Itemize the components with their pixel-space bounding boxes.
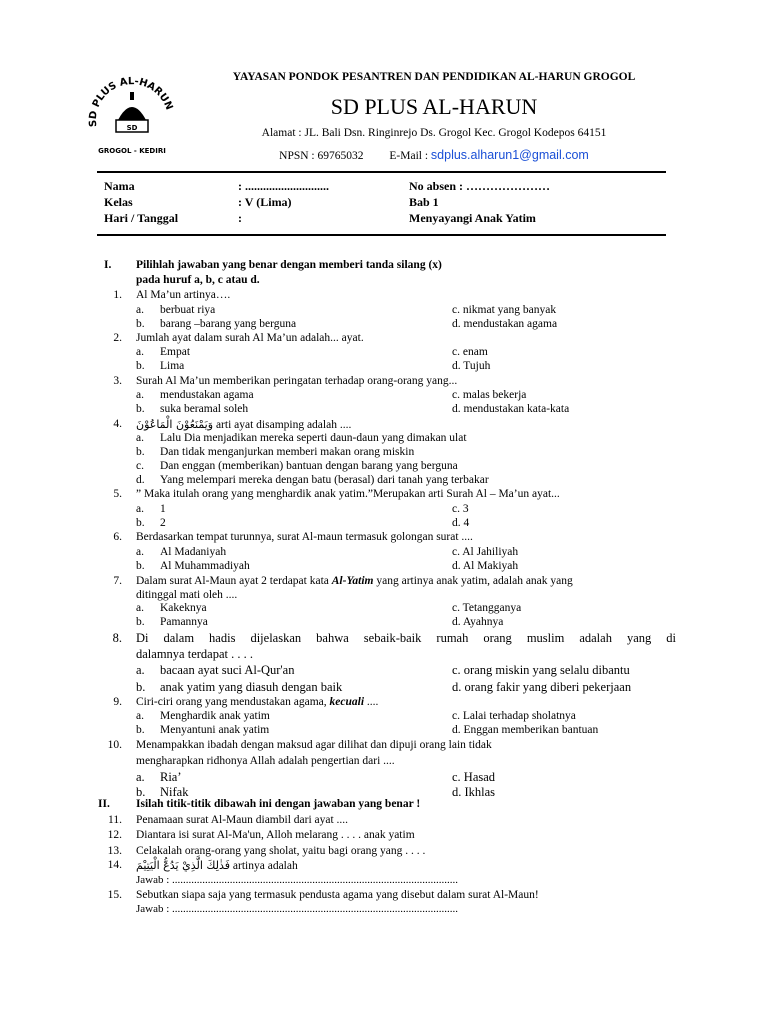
- option-c[interactable]: c. nikmat yang banyak: [452, 304, 557, 316]
- question-text-cont: mengharapkan ridhonya Allah adalah pengertian dari ....: [136, 755, 395, 767]
- section1-roman: I.: [104, 259, 112, 271]
- option-b[interactable]: suka beramal soleh: [160, 403, 249, 415]
- question-text-post: ....: [364, 696, 379, 708]
- option-b[interactable]: Menyantuni anak yatim: [160, 724, 270, 736]
- option-a[interactable]: Ria’: [160, 770, 182, 784]
- essay-number: 12.: [107, 829, 122, 841]
- essay-question: Diantara isi surat Al-Ma'un, Alloh melarang . . . . anak yatim: [136, 829, 415, 841]
- option-letter-b: b.: [136, 680, 146, 694]
- option-letter-a: a.: [136, 770, 145, 784]
- section1-instruction: Pilihlah jawaban yang benar dengan memberi tanda silang (x): [136, 259, 442, 271]
- option-d[interactable]: d. Ayahnya: [452, 616, 504, 628]
- option-d[interactable]: d. orang fakir yang diberi pekerjaan: [452, 680, 632, 694]
- section2-instruction: Isilah titik-titik dibawah ini dengan jawaban yang benar !: [136, 798, 421, 810]
- header-rule-bottom: [97, 234, 666, 236]
- option-b[interactable]: Pamannya: [160, 616, 208, 628]
- question-text-cont: ditinggal mati oleh ....: [136, 589, 238, 601]
- option-a[interactable]: Kakeknya: [160, 602, 207, 614]
- npsn: NPSN : 69765032: [279, 150, 364, 162]
- logo-inner-text: SD: [126, 124, 138, 132]
- question-number: 5.: [113, 488, 122, 500]
- option-letter-a: a.: [136, 546, 144, 558]
- option-letter-d: d.: [136, 474, 145, 486]
- school-name: SD PLUS AL-HARUN: [330, 94, 538, 119]
- option-letter-b: b.: [136, 446, 145, 458]
- option-a[interactable]: Al Madaniyah: [160, 546, 227, 558]
- institution-name: YAYASAN PONDOK PESANTREN DAN PENDIDIKAN AL-HARUN GROGOL: [232, 71, 636, 83]
- logo-bottom-text: GROGOL - KEDIRI: [98, 147, 166, 155]
- answer-line[interactable]: Jawab : ........................................................................................................: [136, 903, 459, 915]
- question-text: [136, 575, 573, 587]
- hari-label: Hari / Tanggal: [104, 211, 179, 225]
- option-letter-a: a.: [136, 432, 144, 444]
- nama-field[interactable]: : ............................: [238, 179, 329, 193]
- question-number: 9.: [113, 696, 122, 708]
- question-text: Al Ma’un artinya….: [136, 289, 231, 301]
- option-letter-b: b.: [136, 360, 145, 372]
- option-letter-b: b.: [136, 724, 145, 736]
- option-d[interactable]: d. Ikhlas: [452, 785, 496, 799]
- option-c[interactable]: Dan enggan (memberikan) bantuan dengan barang yang berguna: [160, 460, 458, 472]
- question-text: ” Maka itulah orang yang menghardik anak yatim.”Merupakan arti Surah Al – Ma’un ayat...: [136, 488, 560, 500]
- question-number: 10.: [107, 739, 122, 751]
- option-c[interactable]: c. Lalai terhadap sholatnya: [452, 710, 576, 722]
- essay-number: 15.: [107, 889, 122, 901]
- question-text-post: yang artinya anak yatim, adalah anak yang: [373, 575, 573, 587]
- question-text: Surah Al Ma’un memberikan peringatan terhadap orang-orang yang...: [136, 375, 458, 387]
- option-d[interactable]: d. Tujuh: [452, 360, 491, 372]
- option-b[interactable]: anak yatim yang diasuh dengan baik: [160, 680, 343, 694]
- nama-label: Nama: [104, 179, 135, 193]
- school-address: Alamat : JL. Bali Dsn. Ringinrejo Ds. Grogol Kec. Grogol Kodepos 64151: [261, 127, 607, 139]
- question-text: Jumlah ayat dalam surah Al Ma’un adalah... ayat.: [136, 332, 364, 344]
- question-text: Menampakkan ibadah dengan maksud agar dilihat dan dipuji orang lain tidak: [136, 739, 492, 751]
- option-a[interactable]: berbuat riya: [160, 304, 216, 316]
- option-letter-c: c.: [136, 460, 144, 472]
- question-number: 7.: [113, 575, 122, 587]
- option-a[interactable]: bacaan ayat suci Al-Qur'an: [160, 663, 295, 677]
- option-letter-b: b.: [136, 318, 145, 330]
- npsn-email-line: [50, 148, 768, 162]
- question-number: 1.: [113, 289, 122, 301]
- option-c[interactable]: c. 3: [452, 503, 469, 515]
- logo-ring-text: SD PLUS AL-HARUN: [87, 76, 175, 128]
- essay-question: Sebutkan siapa saja yang termasuk pendusta agama yang disebut dalam surat Al-Maun!: [136, 889, 539, 901]
- question-number: 3.: [113, 375, 122, 387]
- option-d[interactable]: d. mendustakan agama: [452, 318, 558, 330]
- question-text: Berdasarkan tempat turunnya, surat Al-maun termasuk golongan surat ....: [136, 531, 473, 543]
- option-letter-b: b.: [136, 403, 145, 415]
- option-letter-b: b.: [136, 560, 145, 572]
- answer-line[interactable]: Jawab : ........................................................................................................: [136, 874, 459, 886]
- essay-question: [136, 859, 298, 872]
- option-c[interactable]: c. Tetangganya: [452, 602, 522, 614]
- kelas-value: : V (Lima): [238, 195, 292, 209]
- essay-number: 13.: [107, 845, 122, 857]
- question-text-pre: Ciri-ciri orang yang mendustakan agama,: [136, 696, 330, 708]
- essay-number: 14.: [107, 859, 122, 871]
- essay-question-body: artinya adalah: [232, 860, 298, 872]
- option-letter-a: a.: [136, 304, 144, 316]
- question-text: Di dalam hadis dijelaskan bahwa sebaik-baik rumah orang muslim adalah yang di: [136, 631, 676, 645]
- option-b[interactable]: Nifak: [160, 785, 189, 799]
- question-text-pre: Dalam surat Al-Maun ayat 2 terdapat kata: [136, 575, 332, 587]
- option-b[interactable]: Al Muhammadiyah: [160, 560, 250, 572]
- option-d[interactable]: d. mendustakan kata-kata: [452, 403, 570, 415]
- header-rule-top: [97, 171, 666, 173]
- option-letter-b: b.: [136, 517, 145, 529]
- question-text-body: arti ayat disamping adalah ....: [215, 419, 352, 431]
- arabic-verse: وَيَمْنَعُوْنَ الْمَاعُوْنَ: [136, 418, 214, 431]
- option-b[interactable]: barang –barang yang berguna: [160, 318, 297, 330]
- section2-roman: II.: [98, 798, 110, 810]
- question-number: 6.: [113, 531, 122, 543]
- option-letter-a: a.: [136, 389, 144, 401]
- option-b[interactable]: Lima: [160, 360, 185, 372]
- question-text-emphasis: kecuali: [329, 696, 365, 708]
- question-text-emphasis: Al-Yatim: [331, 575, 374, 587]
- option-letter-a: a.: [136, 663, 145, 677]
- email-link[interactable]: sdplus.alharun1@gmail.com: [430, 148, 589, 162]
- option-d[interactable]: d. Enggan memberikan bantuan: [452, 724, 599, 736]
- hari-field[interactable]: :: [238, 211, 242, 225]
- option-d[interactable]: d. 4: [452, 517, 470, 529]
- option-c[interactable]: c. orang miskin yang selalu dibantu: [452, 663, 630, 677]
- option-letter-b: b.: [136, 785, 146, 799]
- email-label: E-Mail :: [389, 150, 429, 162]
- option-a[interactable]: Empat: [160, 346, 191, 358]
- absen-field[interactable]: No absen : …………………: [409, 179, 551, 193]
- option-c[interactable]: c. malas bekerja: [452, 389, 527, 401]
- essay-number: 11.: [108, 814, 122, 826]
- section1-instruction-2: pada huruf a, b, c atau d.: [136, 274, 260, 286]
- essay-question: Penamaan surat Al-Maun diambil dari ayat ....: [136, 814, 349, 826]
- option-c[interactable]: c. Al Jahiliyah: [452, 546, 519, 558]
- option-c[interactable]: c. enam: [452, 346, 488, 358]
- option-a[interactable]: 1: [160, 503, 166, 515]
- option-a[interactable]: Menghardik anak yatim: [160, 710, 270, 722]
- question-number: 4.: [113, 418, 122, 430]
- question-text-cont: dalamnya terdapat . . . .: [136, 647, 253, 661]
- question-text: [136, 696, 378, 708]
- option-d[interactable]: Yang melempari mereka dengan batu (berasal) dari tanah yang terbakar: [160, 474, 489, 486]
- option-letter-a: a.: [136, 346, 144, 358]
- option-a[interactable]: mendustakan agama: [160, 389, 254, 401]
- option-d[interactable]: d. Al Makiyah: [452, 560, 519, 572]
- option-letter-b: b.: [136, 616, 145, 628]
- option-letter-a: a.: [136, 602, 144, 614]
- kelas-label: Kelas: [104, 195, 133, 209]
- bab-label: Bab 1: [409, 195, 439, 209]
- question-number: 2.: [113, 332, 122, 344]
- question-number: 8.: [112, 631, 122, 645]
- option-c[interactable]: c. Hasad: [452, 770, 496, 784]
- essay-question: Celakalah orang-orang yang sholat, yaitu bagi orang yang . . . .: [136, 845, 426, 857]
- option-b[interactable]: Dan tidak menganjurkan memberi makan orang miskin: [160, 446, 415, 458]
- option-letter-a: a.: [136, 503, 144, 515]
- option-letter-a: a.: [136, 710, 144, 722]
- option-a[interactable]: Lalu Dia menjadikan mereka seperti daun-daun yang dimakan ulat: [160, 432, 467, 444]
- option-b[interactable]: 2: [160, 517, 166, 529]
- question-text: [136, 418, 351, 431]
- topic-title: Menyayangi Anak Yatim: [409, 211, 536, 225]
- arabic-verse: فَذٰلِكَ الَّذِيْ يَدُعُّ الْيَتِيْمَ: [136, 859, 231, 872]
